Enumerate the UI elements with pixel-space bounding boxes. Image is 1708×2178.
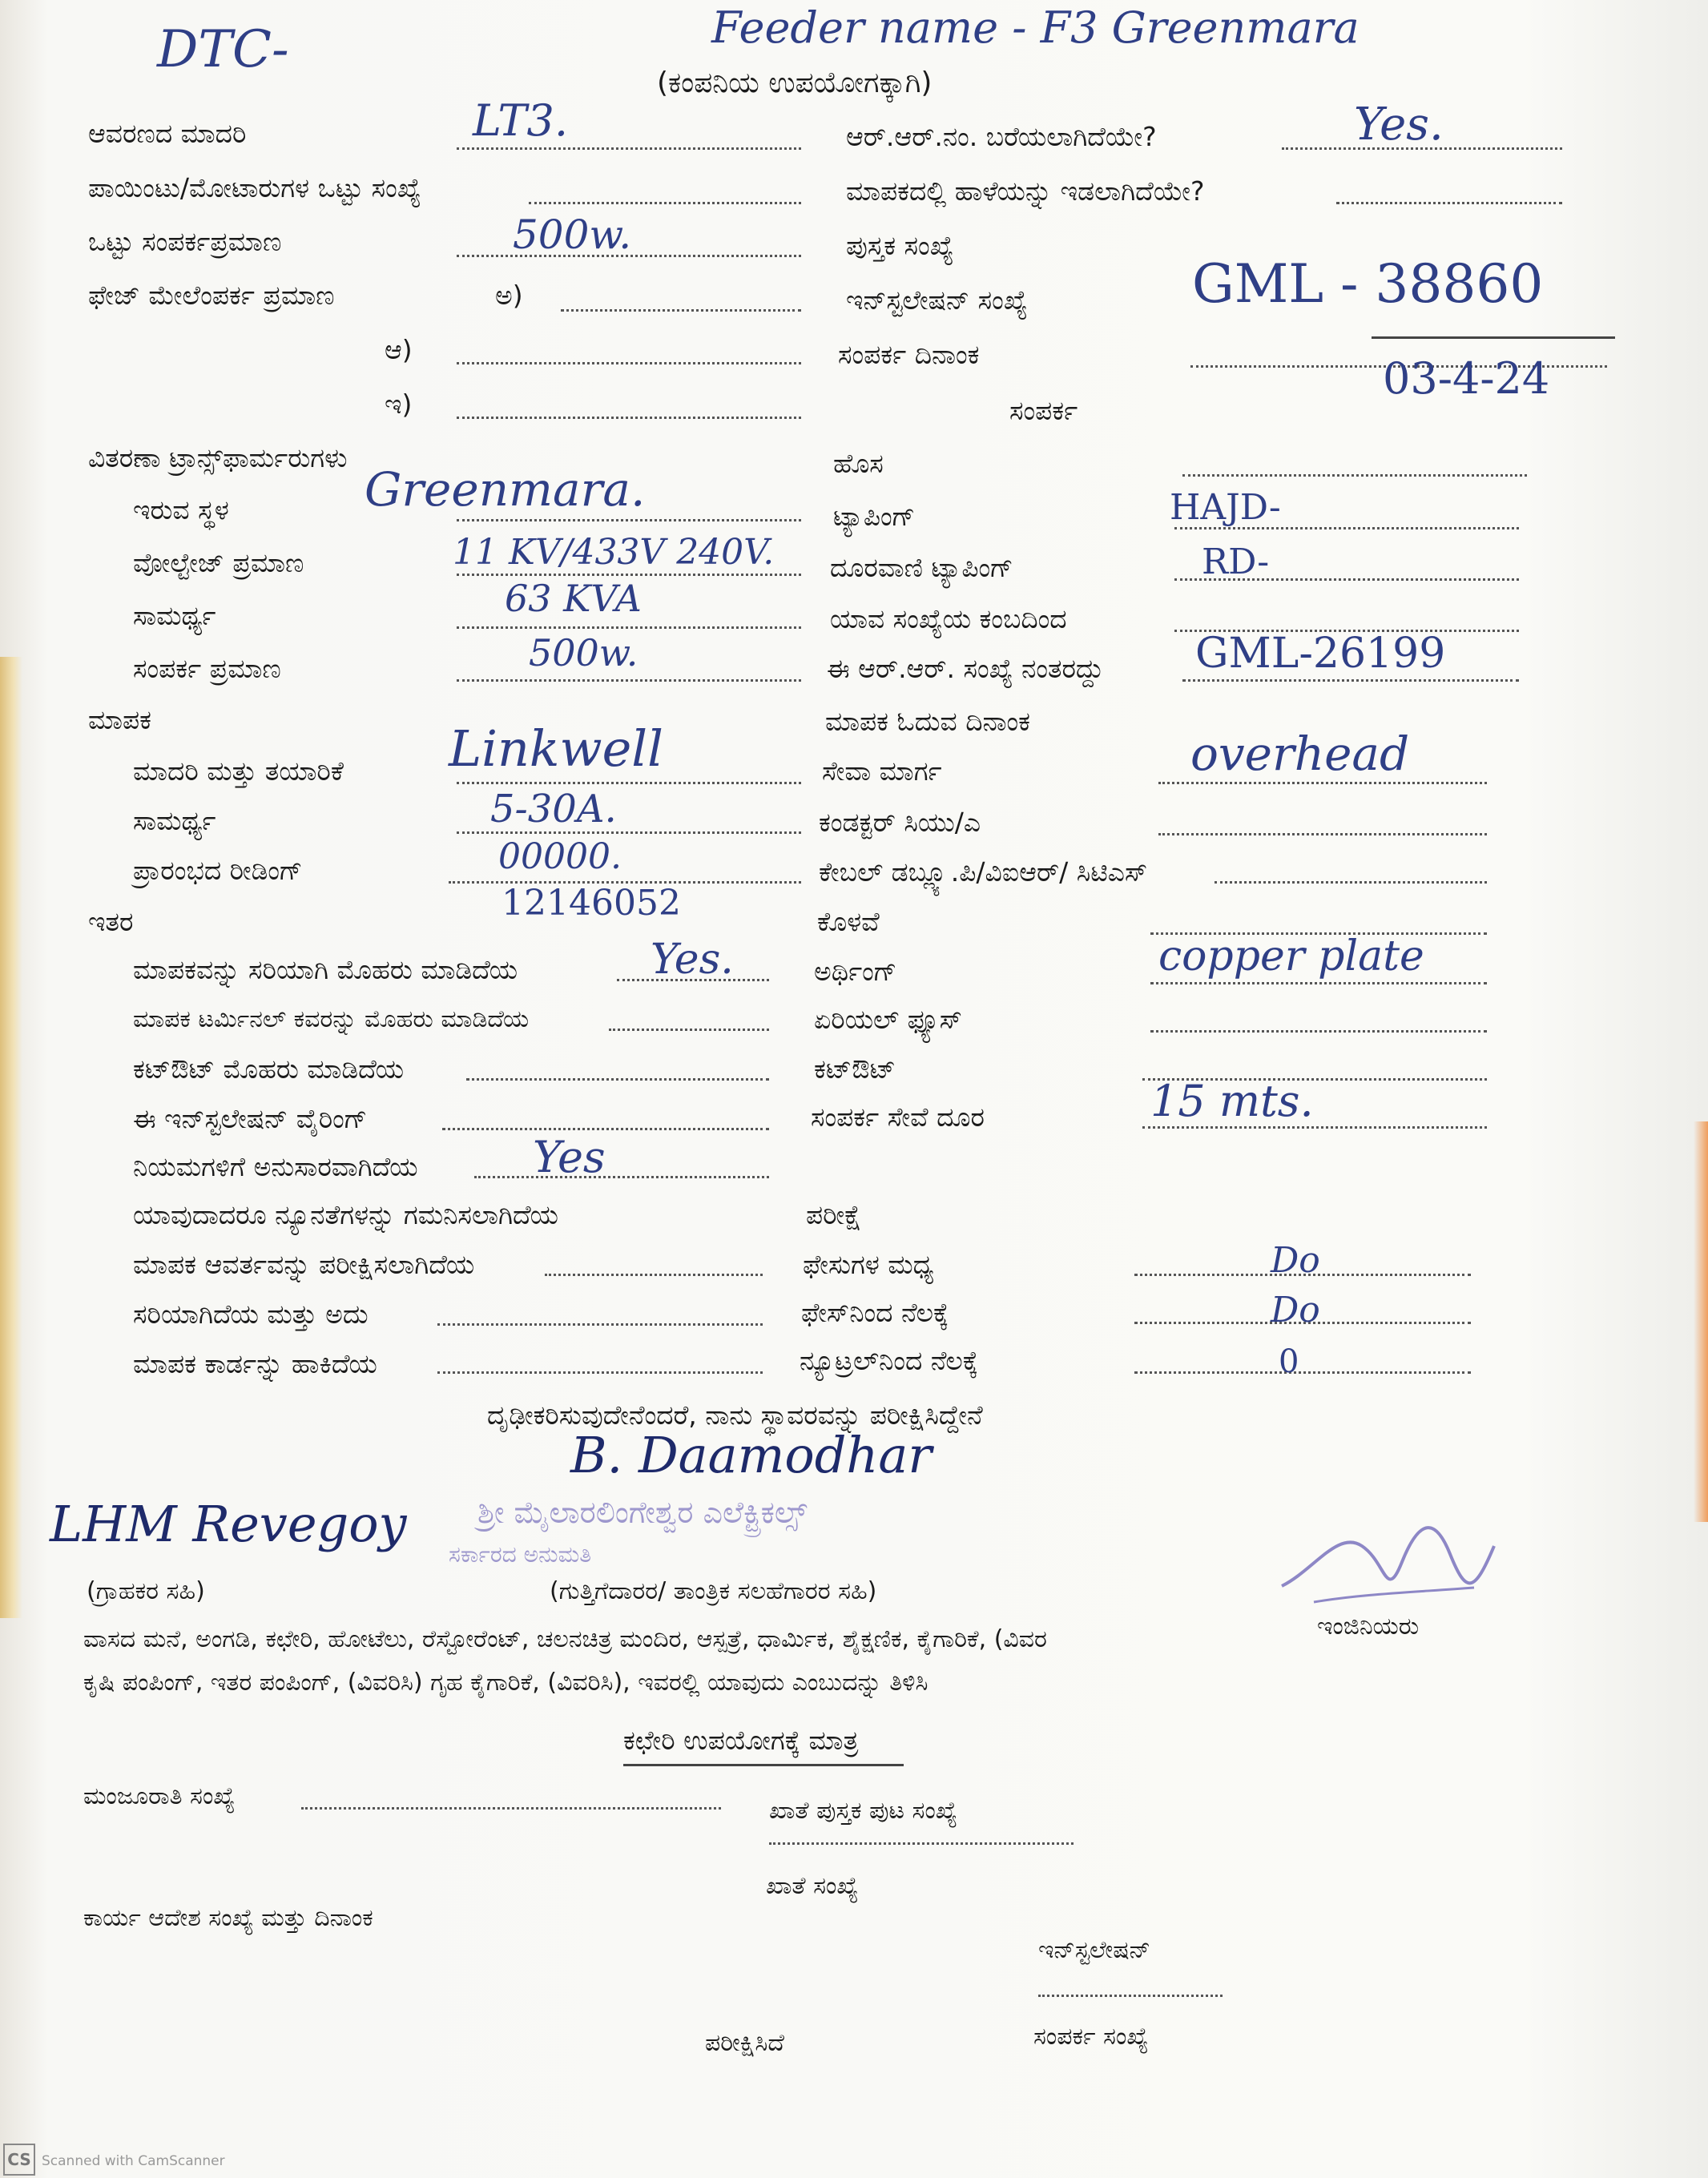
value-meter-make: Linkwell xyxy=(449,719,663,778)
field-line xyxy=(457,362,801,364)
label-phase-a: ಅ) xyxy=(495,280,523,311)
consumer-sign-label: (ಗ್ರಾಹಕರ ಸಹಿ) xyxy=(87,1577,205,1605)
label-installation-no: ಇನ್‌ಸ್ಟಲೇಷನ್ ಸಂಖ್ಯೆ xyxy=(846,284,1028,316)
label-book-no: ಪುಸ್ತಕ ಸಂಖ್ಯೆ xyxy=(846,230,954,261)
value-meter-capacity: 5-30A. xyxy=(490,787,617,831)
field-line xyxy=(609,1029,769,1031)
value-as-per-rules: Yes xyxy=(533,1132,606,1182)
feeder-handwriting: Feeder name - F3 Greenmara xyxy=(711,2,1360,53)
label-wiring: ಈ ಇನ್‌ಸ್ಟಲೇಷನ್ ವೈರಿಂಗ್ xyxy=(133,1103,368,1134)
value-service-distance: 15 mts. xyxy=(1150,1076,1314,1126)
label-enclosure-type: ಆವರಣದ ಮಾದರಿ xyxy=(88,118,247,149)
field-line xyxy=(1336,202,1562,204)
label-rotation: ಮಾಪಕ ಆವರ್ತವನ್ನು ಪರೀಕ್ಷಿಸಲಾಗಿದೆಯ xyxy=(133,1249,475,1280)
label-checked: ಪರೀಕ್ಷಿಸಿದೆ xyxy=(705,2029,784,2057)
field-line xyxy=(769,1842,1074,1845)
signature-consumer: LHM Revegoy xyxy=(50,1495,407,1553)
label-connection: ಸಂಪರ್ಕ xyxy=(1009,395,1078,426)
label-new: ಹೊಸ xyxy=(833,448,884,479)
office-use-heading: ಕಛೇರಿ ಉಪಯೋಗಕ್ಕೆ ಮಾತ್ರ xyxy=(623,1725,859,1756)
certify-text: ದೃಢೀಕರಿಸುವುದೇನೆಂದರೆ, ನಾನು ಸ್ಥಾವರವನ್ನು ಪರೀಕ್ಷಿಸಿದ್ದೇನೆ xyxy=(487,1399,983,1431)
value-capacity: 63 KVA xyxy=(505,577,642,620)
label-phase-b: ಆ) xyxy=(385,334,413,365)
label-phase-c: ಇ) xyxy=(385,388,413,420)
label-meter: ಮಾಪಕ xyxy=(88,704,152,735)
underline xyxy=(1372,336,1615,339)
value-installation-no: GML - 38860 xyxy=(1192,253,1544,315)
label-pipe: ಕೊಳವೆ xyxy=(817,906,880,937)
label-capacity: ಸಾಮರ್ಥ್ಯ xyxy=(133,600,216,631)
label-distribution-transformers: ವಿತರಣಾ ಟ್ರಾನ್ಸ್‌ಫಾರ್ಮರುಗಳು xyxy=(88,442,348,473)
label-earthing: ಅರ್ಥಿಂಗ್ xyxy=(814,956,897,987)
label-initial-reading: ಪ್ರಾರಂಭದ ರೀಡಿಂಗ್ xyxy=(133,855,303,886)
label-terminal-cover: ಮಾಪಕ ಟರ್ಮಿನಲ್ ಕವರನ್ನು ಮೊಹರು ಮಾಡಿದೆಯ xyxy=(133,1005,530,1033)
label-connected-load: ಸಂಪರ್ಕ ಪ್ರಮಾಣ xyxy=(133,653,281,684)
label-installation: ಇನ್‌ಸ್ಟಲೇಷನ್ xyxy=(1038,1936,1151,1964)
label-rr-written: ಆರ್.ಆರ್.ನಂ. ಬರೆಯಲಾಗಿದೆಯೇ? xyxy=(846,121,1157,152)
field-line xyxy=(457,147,801,150)
dtc-handwriting: DTC- xyxy=(157,20,289,79)
label-phase-earth: ಫೇಸ್‌ನಿಂದ ನೆಲಕ್ಕೆ xyxy=(801,1297,949,1328)
label-service-route: ಸೇವಾ ಮಾರ್ಗ xyxy=(822,755,942,787)
label-meter-capacity: ಸಾಮರ್ಥ್ಯ xyxy=(133,805,216,836)
value-test-pe: Do xyxy=(1271,1290,1320,1331)
label-which-pole: ಯಾವ ಸಂಖ್ಯೆಯ ಕಂಬದಿಂದ xyxy=(830,603,1067,634)
field-line xyxy=(545,1274,763,1276)
label-meter-card: ಮಾಪಕ ಕಾರ್ಡನ್ನು ಹಾಕಿದೆಯ xyxy=(133,1348,377,1379)
label-tapping: ಟ್ಯಾಪಿಂಗ್ xyxy=(833,501,916,532)
label-total-connected-load: ಒಟ್ಟು ಸಂಪರ್ಕಪ್ರಮಾಣ xyxy=(88,226,282,257)
contractor-stamp-line1: ಶ್ರೀ ಮೈಲಾರಲಿಂಗೇಶ್ವರ ಎಲೆಕ್ಟ್ರಿಕಲ್ಸ್ xyxy=(477,1495,808,1530)
field-line xyxy=(457,679,801,682)
field-line xyxy=(529,202,801,204)
field-line xyxy=(1182,474,1527,477)
field-line xyxy=(1150,982,1487,984)
value-voltage: 11 KV/433V 240V. xyxy=(453,532,775,573)
label-neutral-earth: ನ್ಯೂಟ್ರಲ್‌ನಿಂದ ನೆಲಕ್ಕೆ xyxy=(800,1345,979,1376)
label-defects: ಯಾವುದಾದರೂ ನ್ಯೂನತೆಗಳನ್ನು ಗಮನಿಸಲಾಗಿದೆಯ xyxy=(133,1199,558,1230)
value-test-pp: Do xyxy=(1271,1240,1320,1281)
field-line xyxy=(1158,782,1487,784)
label-service-distance: ಸಂಪರ್ಕ ಸೇವೆ ದೂರ xyxy=(811,1101,985,1133)
heading-underline xyxy=(623,1764,904,1766)
value-rr-prev: GML-26199 xyxy=(1195,630,1446,678)
field-line xyxy=(301,1807,721,1810)
field-line xyxy=(1038,1995,1223,1997)
label-between-phases: ಫೇಸುಗಳ ಮಧ್ಯ xyxy=(803,1249,934,1280)
field-line xyxy=(437,1371,763,1374)
field-line xyxy=(457,574,801,576)
label-others: ಇತರ xyxy=(88,906,134,937)
label-test: ಪರೀಕ್ಷೆ xyxy=(806,1199,862,1230)
label-location: ಇರುವ ಸ್ಥಳ xyxy=(133,494,229,525)
field-line xyxy=(1215,881,1487,884)
field-line xyxy=(457,417,801,419)
field-line xyxy=(442,1128,769,1130)
field-line xyxy=(561,309,801,312)
label-cable: ಕೇಬಲ್ ಡಬ್ಲ್ಯೂ.ಪಿ/ವಿಐಆರ್/ ಸಿಟಿಎಸ್ xyxy=(819,856,1148,888)
label-fuse-in-meter: ಮಾಪಕದಲ್ಲಿ ಹಾಳೆಯನ್ನು ಇಡಲಾಗಿದೆಯೇ? xyxy=(846,175,1205,207)
contractor-stamp-line2: ಸರ್ಕಾರದ ಅನುಮತಿ xyxy=(449,1541,592,1568)
field-line xyxy=(437,1323,763,1326)
label-cutout: ಕಟ್‌ಔಟ್ xyxy=(814,1053,896,1085)
label-connection-no: ಸಂಪರ್ಕ ಸಂಖ್ಯೆ xyxy=(1033,2023,1149,2051)
label-as-per-rules: ನಿಯಮಗಳಿಗೆ ಅನುಸಾರವಾಗಿದೆಯ xyxy=(133,1151,418,1182)
value-initial-reading: 00000. xyxy=(498,836,622,877)
signature-supervisor: B. Daamodhar xyxy=(570,1426,932,1484)
field-line xyxy=(474,1176,769,1178)
label-sanction-no: ಮಂಜೂರಾತಿ ಸಂಖ್ಯೆ xyxy=(83,1782,236,1810)
engineer-label: ಇಂಜಿನಿಯರು xyxy=(1317,1612,1420,1641)
label-pole-tapping: ದೂರವಾಣಿ ಟ್ಯಾಪಿಂಗ್ xyxy=(830,552,1013,583)
field-line xyxy=(1142,1126,1487,1129)
field-line xyxy=(1134,1371,1471,1374)
field-line xyxy=(1150,1030,1487,1033)
label-aerial-fuse: ಏರಿಯಲ್ ಫ್ಯೂಸ್ xyxy=(814,1004,962,1035)
camscanner-logo: CS xyxy=(3,2144,35,2176)
camscanner-watermark: Scanned with CamScanner xyxy=(42,2153,225,2169)
field-line xyxy=(457,782,801,784)
label-meter-reading-date: ಮಾಪಕ ಓದುವ ದಿನಾಂಕ xyxy=(825,706,1030,737)
usage-line-2: ಕೃಷಿ ಪಂಪಿಂಗ್, ಇತರ ಪಂಪಿಂಗ್, (ವಿವರಿಸಿ) ಗೃಹ ಕೈಗಾರಿಕೆ, (ವಿವರಿಸಿ), ಇವರಲ್ಲಿ ಯಾವುದು ಎಂಬುದನ್ನು ತಿಳಿಸಿ xyxy=(83,1669,929,1697)
value-load-type: LT3. xyxy=(473,95,568,146)
field-line xyxy=(1158,833,1487,835)
value-earthing: copper plate xyxy=(1158,932,1424,980)
value-total-load: 500w. xyxy=(513,211,632,258)
value-location: Greenmara. xyxy=(365,462,646,517)
label-phase-load: ಫೇಜ್ ಮೇಲೆಂಪರ್ಕ ಪ್ರಮಾಣ xyxy=(88,280,335,311)
value-meter-serial: 12146052 xyxy=(502,883,681,924)
label-meter-sealed: ಮಾಪಕವನ್ನು ಸರಿಯಾಗಿ ಮೊಹರು ಮಾಡಿದೆಯ xyxy=(133,954,518,985)
field-line xyxy=(457,626,801,629)
label-points-total: ಪಾಯಿಂಟು/ಮೋಟಾರುಗಳ ಒಟ್ಟು ಸಂಖ್ಯೆ xyxy=(88,172,421,203)
paper-edge-right xyxy=(1694,1121,1708,1522)
value-connected-load: 500w. xyxy=(529,631,638,674)
label-cutout-sealed: ಕಟ್‌ಔಟ್ ಮೊಹರು ಮಾಡಿದೆಯ xyxy=(133,1053,405,1085)
label-ledger-page: ಖಾತೆ ಪುಸ್ತಕ ಪುಟ ಸಂಖ್ಯೆ xyxy=(769,1797,957,1825)
label-voltage: ವೋಲ್ಟೇಜ್ ಪ್ರಮಾಣ xyxy=(133,547,304,578)
label-correct: ಸರಿಯಾಗಿದೆಯ ಮತ್ತು ಅದು xyxy=(133,1298,369,1330)
label-rr-cancelled: ಈ ಆರ್.ಆರ್. ಸಂಖ್ಯೆ ನಂತರದ್ದು xyxy=(827,653,1104,684)
contractor-sign-label: (ಗುತ್ತಿಗೆದಾರರ/ ತಾಂತ್ರಿಕ ಸಲಹೆಗಾರರ ಸಹಿ) xyxy=(550,1577,877,1605)
paper-edge-left xyxy=(0,657,22,1618)
field-line xyxy=(457,831,801,834)
label-conductor: ಕಂಡಕ್ಟರ್ ಸಿಯು/ಎ xyxy=(819,807,981,838)
value-connection-date: 03-4-24 xyxy=(1383,353,1550,404)
value-tapping: HAJD- xyxy=(1170,487,1281,528)
value-sealed: Yes. xyxy=(651,936,734,984)
label-model-make: ಮಾದರಿ ಮತ್ತು ತಯಾರಿಕೆ xyxy=(133,755,344,787)
field-line xyxy=(457,519,801,521)
field-line xyxy=(466,1078,769,1081)
value-test-ne: 0 xyxy=(1279,1343,1299,1380)
value-rr-written: Yes. xyxy=(1354,99,1444,151)
label-work-order: ಕಾರ್ಯ ಆದೇಶ ಸಂಖ್ಯೆ ಮತ್ತು ದಿನಾಂಕ xyxy=(83,1904,373,1932)
engineer-signature-scribble xyxy=(1266,1498,1506,1626)
value-pole-tapping: RD- xyxy=(1202,541,1270,582)
label-account-no: ಖಾತೆ ಸಂಖ್ಯೆ xyxy=(766,1872,859,1900)
label-connection-date: ಸಂಪರ್ಕ ದಿನಾಂಕ xyxy=(838,339,980,370)
form-subtitle: (ಕಂಪನಿಯ ಉಪಯೋಗಕ್ಕಾಗಿ) xyxy=(657,66,933,99)
field-line xyxy=(1182,679,1519,682)
value-service-route: overhead xyxy=(1190,727,1410,781)
usage-line-1: ವಾಸದ ಮನೆ, ಅಂಗಡಿ, ಕಛೇರಿ, ಹೋಟೆಲು, ರೆಸ್ಟೋರೆಂಟ್, ಚಲನಚಿತ್ರ ಮಂದಿರ, ಆಸ್ಪತ್ರೆ, ಧಾರ್ಮಿಕ, ಶೈಕ್ಷಣಿಕ, ಕೈಗಾರಿಕೆ, (ವಿವರ xyxy=(83,1625,1047,1653)
